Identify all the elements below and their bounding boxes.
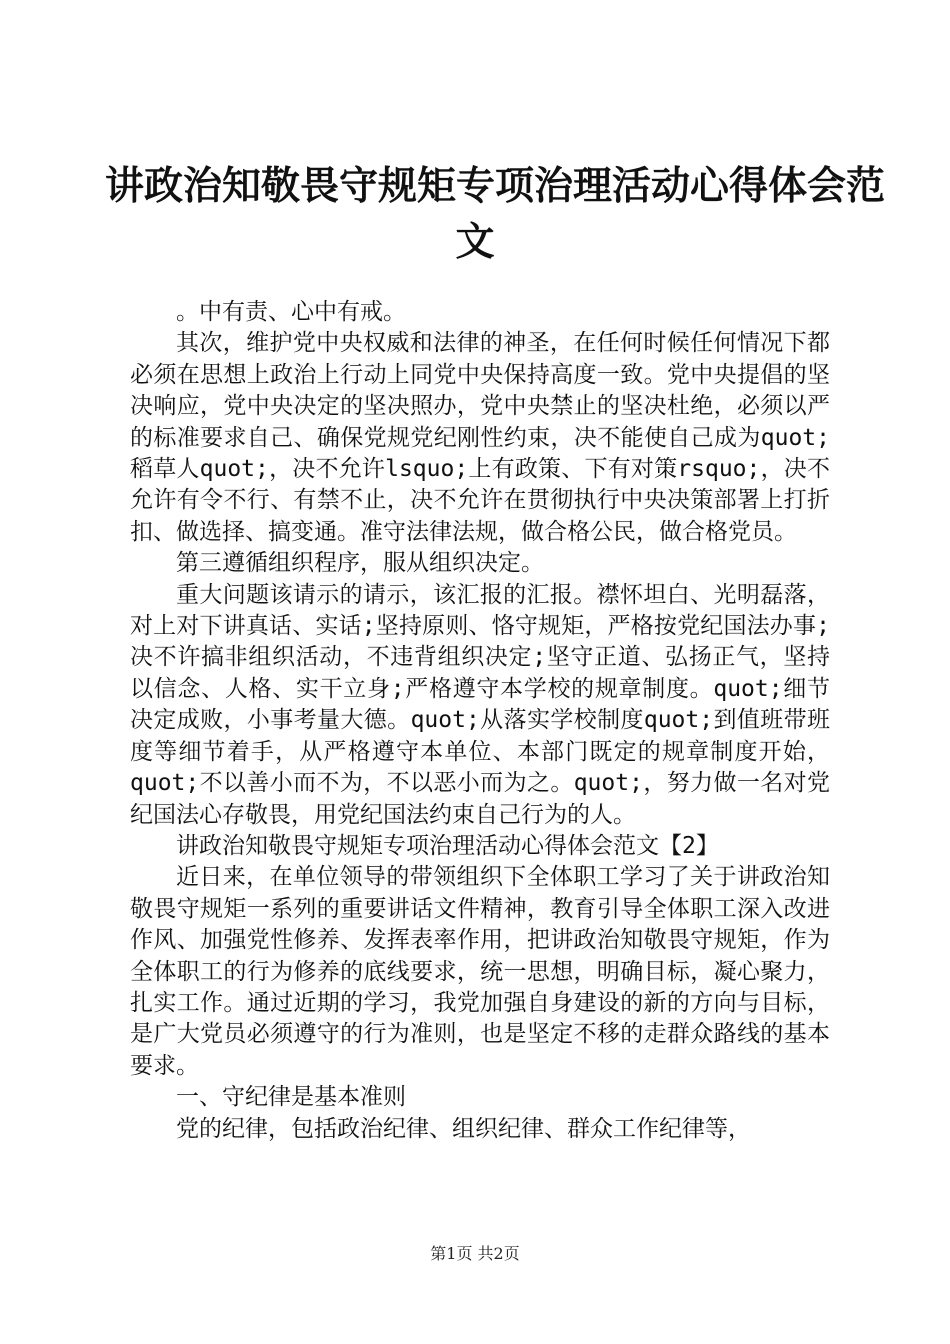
paragraph: 。中有责、心中有戒。 bbox=[176, 299, 406, 325]
paragraph: 党的纪律，包括政治纪律、组织纪律、群众工作纪律等， bbox=[176, 1115, 751, 1142]
section-heading: 讲政治知敬畏守规矩专项治理活动心得体会范文【2】 bbox=[176, 832, 719, 859]
page-number: 第1页 共2页 bbox=[430, 1244, 520, 1263]
page-footer bbox=[0, 1243, 950, 1265]
section-heading: 一、守纪律是基本准则 bbox=[176, 1084, 406, 1111]
document-body bbox=[130, 297, 830, 1145]
paragraph: 重大问题该请示的请示，该汇报的汇报。襟怀坦白、光明磊落，对上对下讲真话、实话;坚持原则、恪守规矩，严格按党纪国法办事;决不许搞非组织活动，不违背组织决定;坚守正道、弘扬正气，坚持以信念、人格、实干立身;严格遵守本学校的规章制度。quot;细节决定成败，小事考量大德。quot;从落实学校制度quot;到值班带班度等细节着手，从严格遵守本单位、本部门既定的规章制度开始，quot;不以善小而不为，不以恶小而为之。quot;，努力做一名对党纪国法心存敬畏，用党纪国法约束自己行为的人。 bbox=[130, 581, 830, 828]
paragraph: 近日来，在单位领导的带领组织下全体职工学习了关于讲政治知敬畏守规矩一系列的重要讲话文件精神，教育引导全体职工深入改进作风、加强党性修养、发挥表率作用，把讲政治知敬畏守规矩，作为全体职工的行为修养的底线要求，统一思想，明确目标，凝心聚力，扎实工作。通过近期的学习，我党加强自身建设的新的方向与目标，是广大党员必须遵守的行为准则，也是坚定不移的走群众路线的基本要求。 bbox=[130, 864, 830, 1079]
paragraph: 其次，维护党中央权威和法律的神圣，在任何时候任何情况下都必须在思想上政治上行动上同党中央保持高度一致。党中央提倡的坚决响应，党中央决定的坚决照办，党中央禁止的坚决杜绝，必须以严的标准要求自己、确保党规党纪刚性约束，决不能使自己成为quot;稻草人quot;，决不允许lsquo;上有政策、下有对策rsquo;，决不允许有令不行、有禁不止，决不允许在贯彻执行中央决策部署上打折扣、做选择、搞变通。准守法律法规，做合格公民，做合格党员。 bbox=[130, 330, 830, 545]
title-line-2: 文 bbox=[455, 219, 495, 265]
paragraph: 第三遵循组织程序，服从组织决定。 bbox=[176, 550, 544, 577]
document-title bbox=[105, 158, 886, 270]
title-line-1: 讲政治知敬畏守规矩专项治理活动心得体会范 bbox=[105, 163, 886, 209]
